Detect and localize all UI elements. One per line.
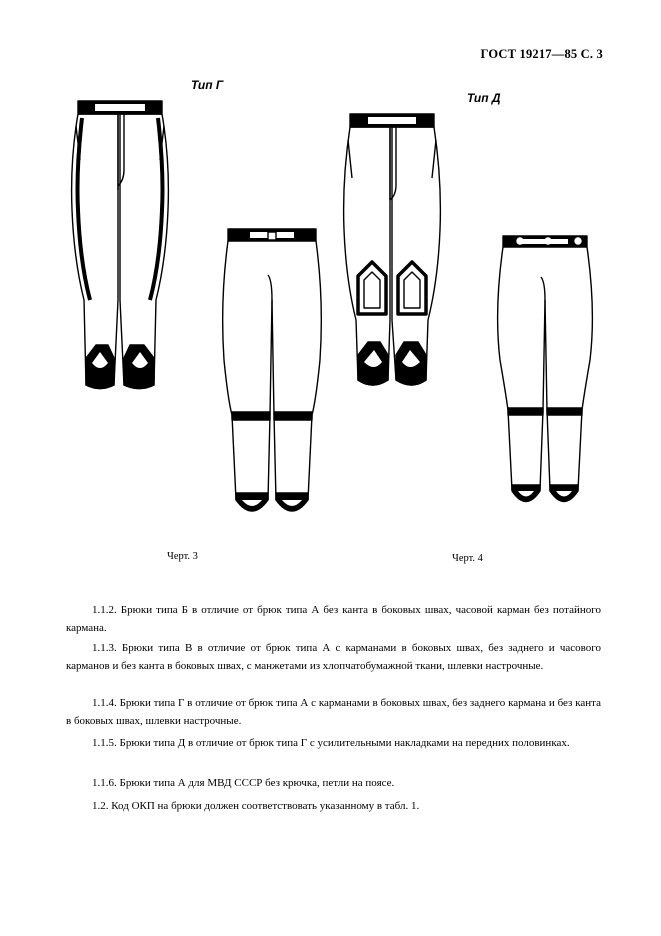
paragraph-1-2 [66, 798, 601, 816]
paragraph-1-1-2 [66, 602, 601, 637]
type-g-front-drawing [72, 101, 169, 389]
paragraph-text: 1.1.6. Брюки типа А для МВД СССР без крючка, петли на поясе. [92, 777, 395, 789]
paragraph-text: 1.1.5. Брюки типа Д в отличие от брюк типа Г с усилительными накладками на передних половинках. [92, 737, 570, 749]
paragraph-text: 1.2. Код ОКП на брюки должен соответствовать указанному в табл. 1. [92, 800, 420, 812]
type-d-label: Тип Д [467, 91, 501, 105]
type-d-back-drawing [498, 236, 593, 502]
paragraph-1-1-4 [66, 695, 601, 730]
type-g-label: Тип Г [191, 78, 224, 92]
paragraph-text: 1.1.3. Брюки типа В в отличие от брюк типа А с карманами в боковых швах, без заднего и часового карманов и без канта в боковых швах, с манжетами из хлопчатобумажной ткани, шлевки настрочные. [66, 642, 601, 672]
paragraph-1-1-6 [66, 775, 601, 793]
paragraph-1-1-3 [66, 640, 601, 675]
figure-4-caption: Черт. 4 [452, 553, 483, 564]
type-d-front-drawing [344, 114, 441, 385]
figure-3-caption: Черт. 3 [167, 551, 198, 562]
page-header: ГОСТ 19217—85 С. 3 [480, 47, 603, 61]
paragraph-text: 1.1.4. Брюки типа Г в отличие от брюк типа А с карманами в боковых швах, без заднего кармана и без канта в боковых швах, шлевки настрочные. [66, 697, 601, 727]
paragraph-1-1-5 [66, 735, 601, 753]
paragraph-text: 1.1.2. Брюки типа Б в отличие от брюк типа А без канта в боковых швах, часовой карман без потайного кармана. [66, 604, 601, 634]
type-g-back-drawing [223, 229, 322, 511]
